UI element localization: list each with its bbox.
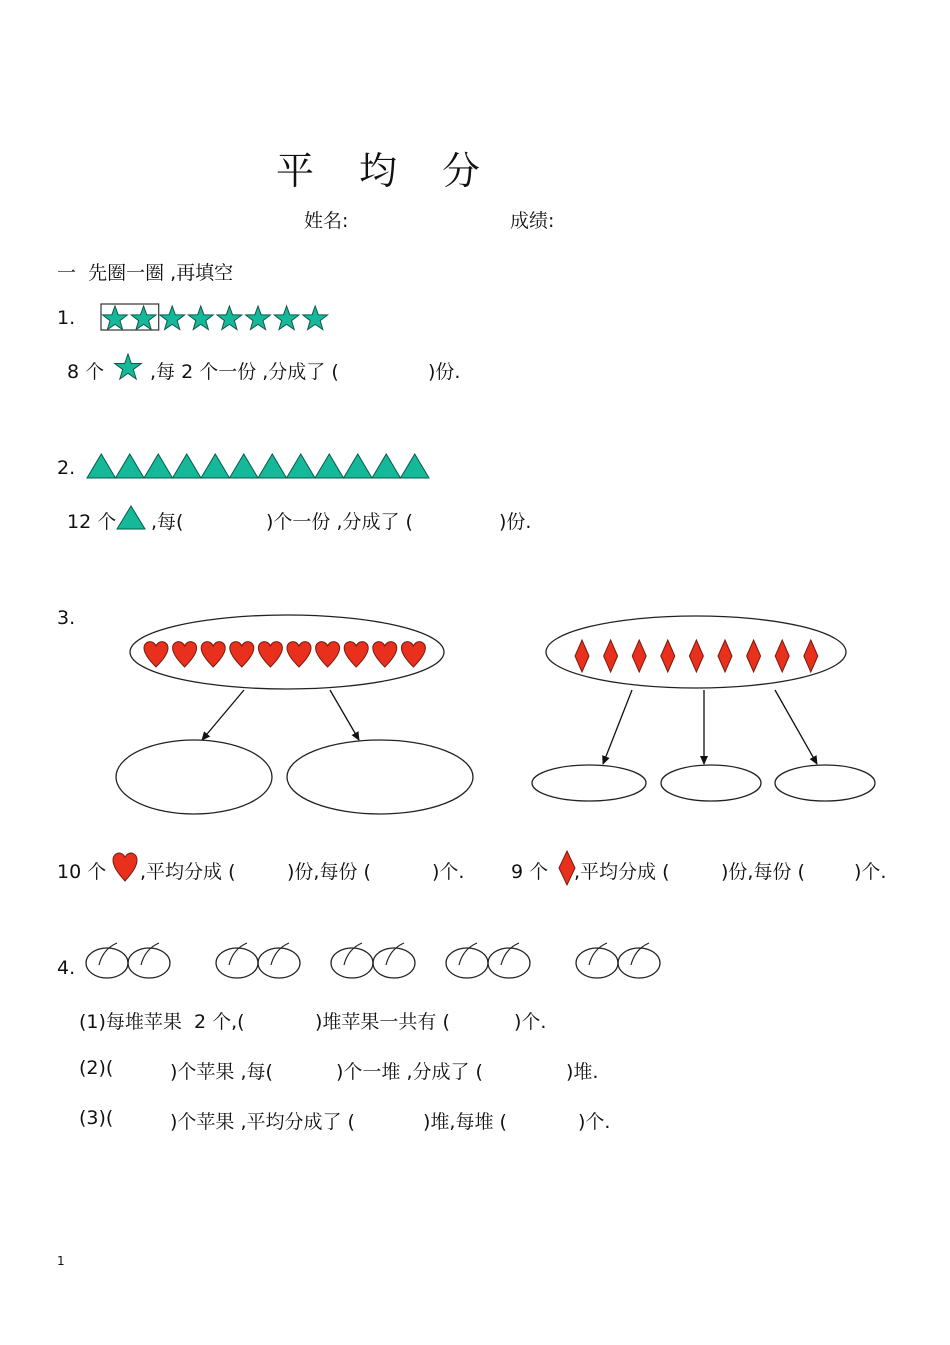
q3-number: 3.: [57, 607, 76, 629]
apple-stem: [271, 943, 289, 965]
q3-left-c: )份,每份 (: [287, 861, 371, 883]
q1-number: 1.: [57, 307, 76, 329]
q4-line3-b: )个苹果 ,平均分成了 (: [170, 1111, 355, 1133]
q4-line2-b: )个苹果 ,每(: [170, 1061, 273, 1083]
apple-icon: [258, 948, 300, 978]
title-char-1: 平: [276, 149, 315, 193]
section-heading: 一 先圈一圈 ,再填空: [57, 262, 234, 284]
apple-icon: [446, 948, 488, 978]
title-char-2: 均: [359, 149, 398, 193]
q3-left-b: ,平均分成 (: [140, 861, 236, 883]
q1-text-a: 8 个: [67, 361, 105, 383]
q4-number: 4.: [57, 957, 76, 979]
q4-line1-c: )个.: [514, 1011, 547, 1033]
q3-right-d: )个.: [854, 861, 887, 883]
q4-line3-d: )个.: [578, 1111, 611, 1133]
apple-stem: [344, 943, 362, 965]
q4-line3-a: (3)(: [79, 1107, 114, 1129]
apple-icon: [576, 948, 618, 978]
q4-line2-a: (2)(: [79, 1057, 114, 1079]
q2-text-b: ,每(: [151, 511, 184, 533]
apple-icon: [373, 948, 415, 978]
apple-icon: [86, 948, 128, 978]
apple-icon: [618, 948, 660, 978]
q3-right-a: 9 个: [511, 861, 549, 883]
q2-text-c: )个一份 ,分成了 (: [266, 511, 413, 533]
apple-stem: [459, 943, 477, 965]
q3-right-b: ,平均分成 (: [574, 861, 670, 883]
q3-left-d: )个.: [432, 861, 465, 883]
q2-text-a: 12 个: [67, 511, 117, 533]
q4-line1-b: )堆苹果一共有 (: [315, 1011, 450, 1033]
apple-stem: [386, 943, 404, 965]
apple-stem: [501, 943, 519, 965]
q2-number: 2.: [57, 457, 76, 479]
q3-left-a: 10 个: [57, 861, 107, 883]
apple-stem: [589, 943, 607, 965]
name-label: 姓名:: [304, 210, 349, 232]
apple-icon: [488, 948, 530, 978]
q3-right-c: )份,每份 (: [721, 861, 805, 883]
q2-text-d: )份.: [499, 511, 532, 533]
apple-icon: [128, 948, 170, 978]
title-char-3: 分: [442, 149, 481, 193]
apple-stem: [229, 943, 247, 965]
q4-line1-a: (1)每堆苹果 2 个,(: [79, 1011, 245, 1033]
q1-text-b: ,每 2 个一份 ,分成了 (: [150, 361, 339, 383]
score-label: 成绩:: [510, 210, 555, 232]
q1-text-c: )份.: [428, 361, 461, 383]
page-number: 1: [57, 1254, 65, 1268]
apple-icon: [331, 948, 373, 978]
apple-icon: [216, 948, 258, 978]
q4-line2-d: )堆.: [566, 1061, 599, 1083]
q4-line3-c: )堆,每堆 (: [423, 1111, 507, 1133]
apple-stem: [631, 943, 649, 965]
q4-line2-c: )个一堆 ,分成了 (: [336, 1061, 483, 1083]
apple-stem: [99, 943, 117, 965]
apple-stem: [141, 943, 159, 965]
